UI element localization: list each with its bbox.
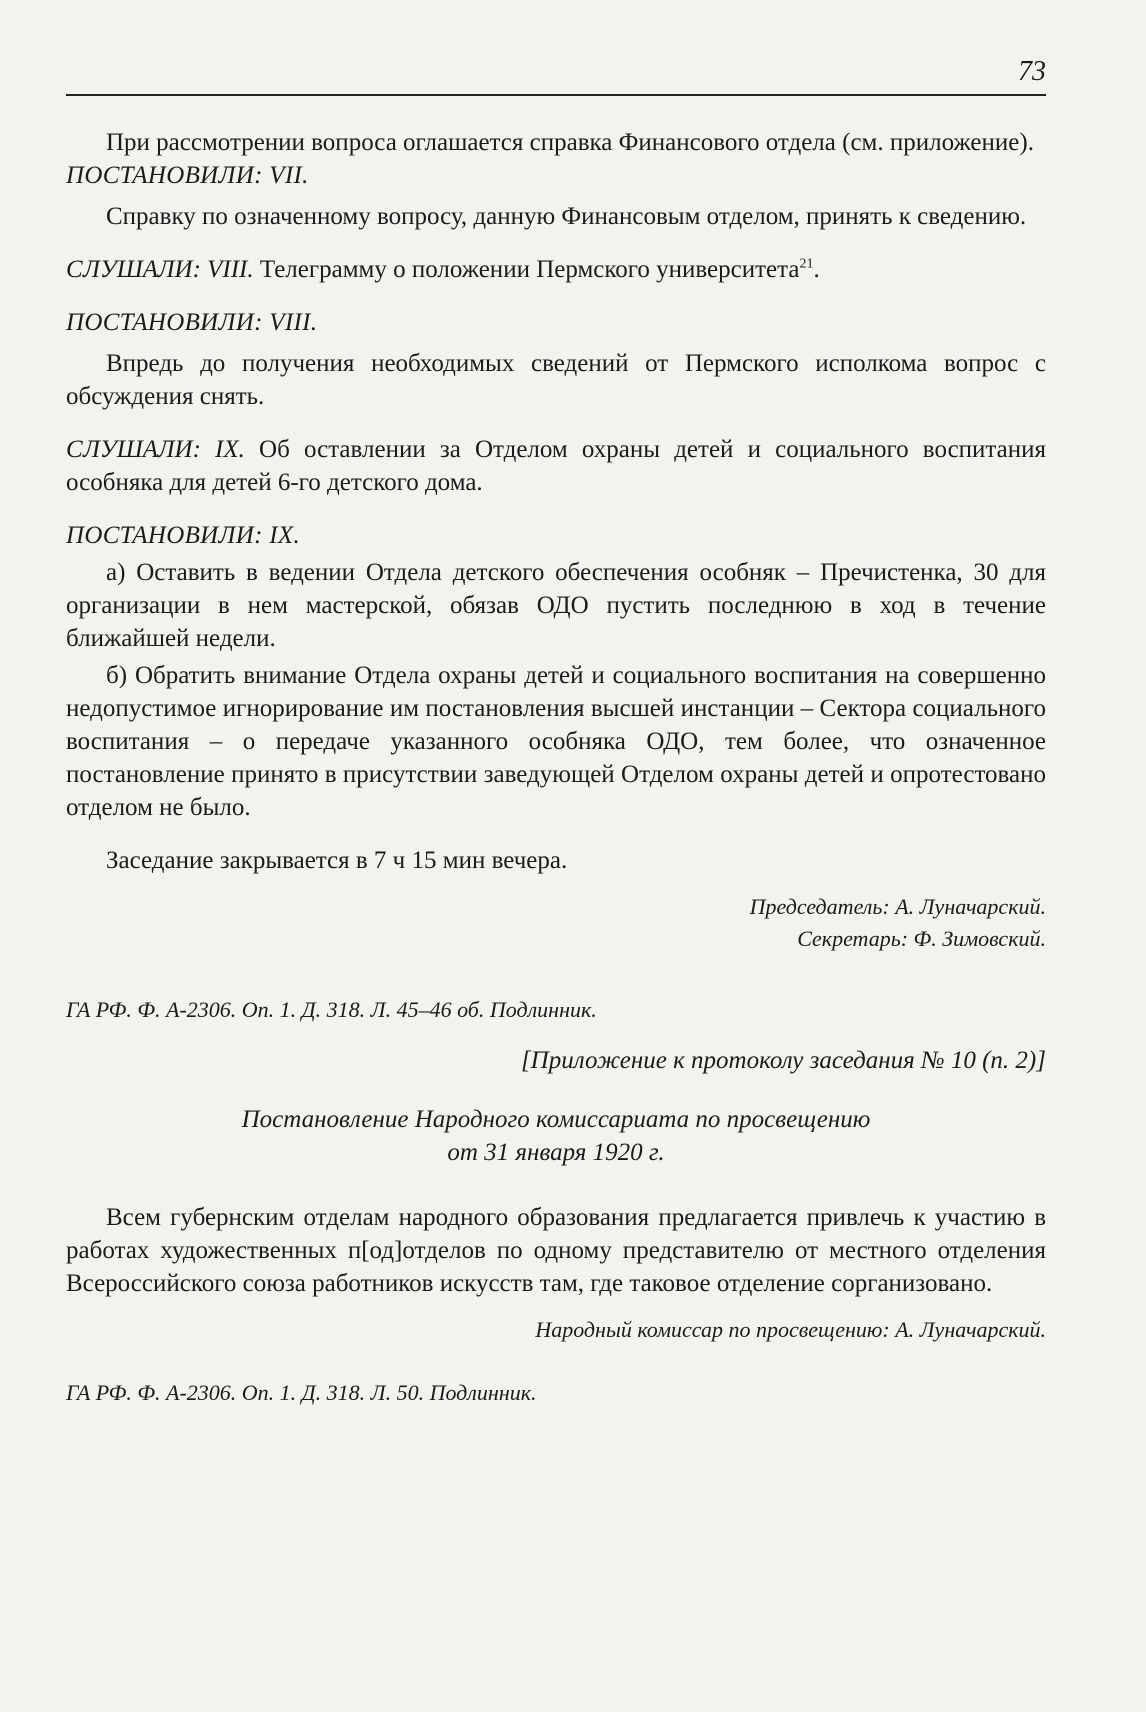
commissar-signature: Народный комиссар по просвещению: А. Луначарский. — [535, 1317, 1046, 1342]
item-a: а) Оставить в ведении Отдела детского обеспечения особняк – Пречистенка, 30 для организации в нем мастерской, обязав ОДО пустить последнюю в ход в течение ближайшей недели. — [66, 559, 1046, 652]
heard-9-text: Об оставлении за Отделом охраны детей и социального воспитания особняка для детей 6-го детского дома. — [66, 436, 1047, 496]
decree-date: от 31 января 1920 г. — [447, 1139, 665, 1166]
archive-reference-1: ГА РФ. Ф. А-2306. Оп. 1. Д. 318. Л. 45–46 об. Подлинник. — [66, 997, 597, 1022]
decree-text: Всем губернским отделам народного образования предлагается привлечь к участию в работах художественных п[од]отделов по одному представителю от местного отделения Всероссийского союза работников искусств там, где таковое отделение сорганизовано. — [66, 1204, 1046, 1297]
heard-8 — [66, 253, 1046, 286]
heard-8-label: СЛУШАЛИ: VIII. — [66, 256, 254, 283]
page-body — [66, 126, 1046, 1409]
resolved-7-heading: ПОСТАНОВИЛИ: VII. — [66, 162, 309, 189]
chairman-signature: Председатель: А. Луначарский. — [749, 894, 1046, 919]
decree-title: Постановление Народного комиссариата по просвещению — [241, 1106, 871, 1133]
archive-reference-2: ГА РФ. Ф. А-2306. Оп. 1. Д. 318. Л. 50. Подлинник. — [66, 1380, 537, 1405]
page-number: 73 — [1018, 56, 1046, 87]
heard-9 — [66, 433, 1046, 499]
meeting-closing: Заседание закрывается в 7 ч 15 мин вечера. — [106, 847, 568, 874]
heard-8-text: Телеграмму о положении Пермского университета — [259, 256, 800, 283]
document-page — [66, 48, 1046, 1409]
paragraph-financial-reference: При рассмотрении вопроса оглашается справка Финансового отдела (см. приложение). — [106, 129, 1034, 156]
heard-8-end: . — [813, 256, 820, 283]
resolved-8-heading: ПОСТАНОВИЛИ: VIII. — [66, 309, 318, 336]
resolved-9-heading: ПОСТАНОВИЛИ: IX. — [66, 522, 301, 549]
heard-9-label: СЛУШАЛИ: IX. — [66, 436, 245, 463]
secretary-signature: Секретарь: Ф. Зимовский. — [797, 926, 1046, 951]
footnote-ref-21: 21 — [799, 256, 814, 272]
paragraph-accept-reference: Справку по означенному вопросу, данную Финансовым отделом, принять к сведению. — [106, 203, 1027, 230]
paragraph-perm-executive: Впредь до получения необходимых сведений от Пермского исполкома вопрос с обсуждения снять. — [66, 350, 1046, 410]
page-header — [66, 48, 1046, 96]
appendix-heading: [Приложение к протоколу заседания № 10 (п. 2)] — [520, 1047, 1046, 1074]
item-b: б) Обратить внимание Отдела охраны детей и социального воспитания на совершенно недопустимое игнорирование им постановления высшей инстанции – Сектора социального воспитания – о передаче указанного особняка ОДО, тем более, что означенное постановление принято в присутствии заведующей Отделом охраны детей и опротестовано отделом не было. — [66, 662, 1046, 821]
